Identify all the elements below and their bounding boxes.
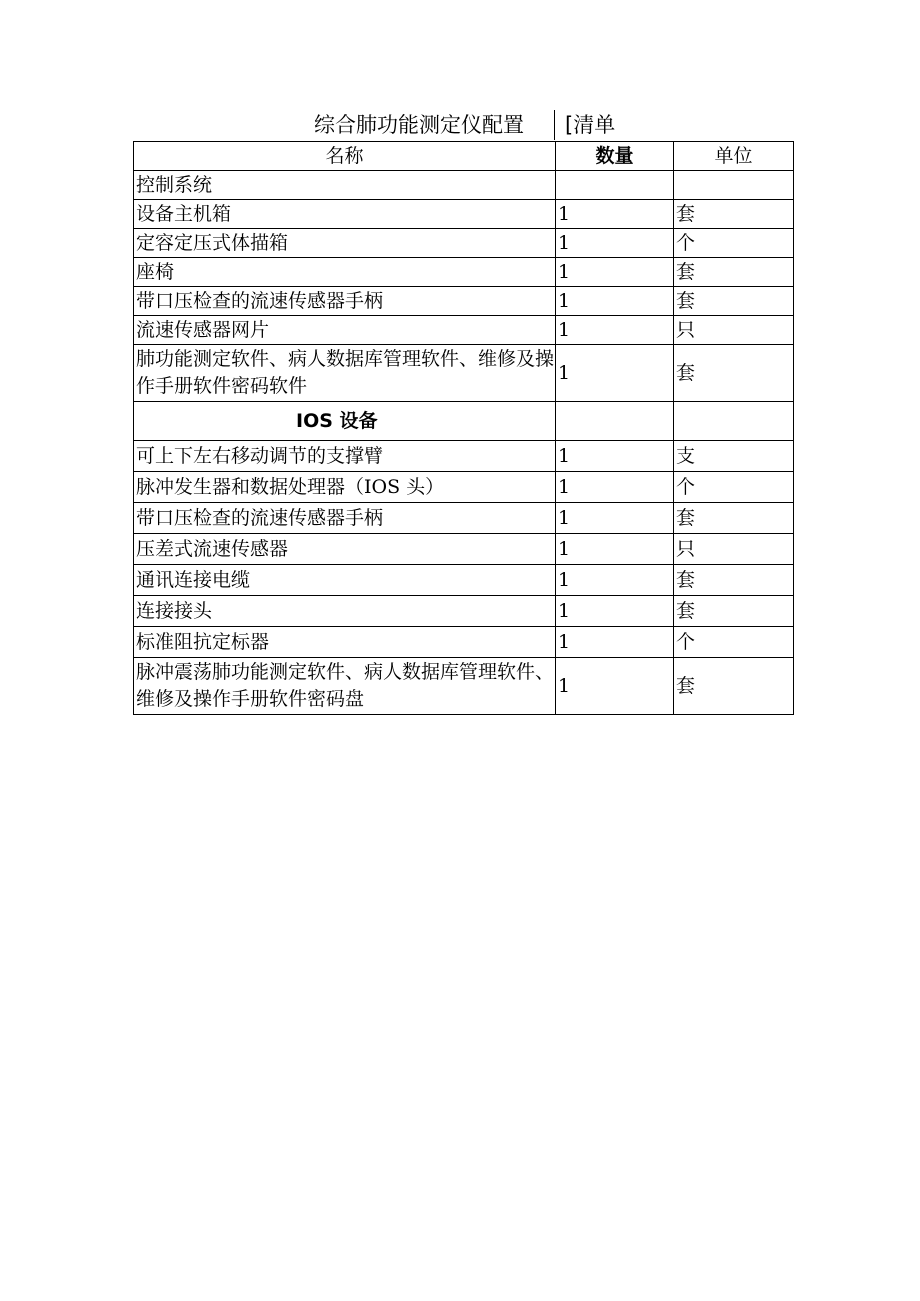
table-row [134, 472, 794, 503]
title-separator [554, 110, 555, 140]
title-main-text: 综合肺功能测定仪配置 [314, 113, 524, 137]
table-row [134, 258, 794, 287]
item-unit: 个 [674, 472, 794, 503]
item-name: 带口压检查的流速传感器手柄 [134, 287, 556, 316]
item-quantity: 1 [556, 229, 674, 258]
item-quantity: 1 [556, 345, 674, 402]
item-unit: 只 [674, 534, 794, 565]
table-row [134, 345, 794, 402]
item-unit: 个 [674, 627, 794, 658]
item-name: 脉冲发生器和数据处理器（IOS 头） [134, 472, 556, 503]
section-title: IOS 设备 [134, 402, 556, 441]
table-row [134, 441, 794, 472]
section-row-control-system [134, 171, 794, 200]
table-row [134, 316, 794, 345]
item-quantity: 1 [556, 565, 674, 596]
table-row [134, 229, 794, 258]
item-quantity: 1 [556, 316, 674, 345]
header-quantity: 数量 [556, 142, 674, 171]
item-quantity: 1 [556, 441, 674, 472]
section-unit-empty [674, 402, 794, 441]
item-quantity: 1 [556, 472, 674, 503]
item-unit: 套 [674, 596, 794, 627]
title-suffix-text: [清单 [565, 113, 616, 137]
item-quantity: 1 [556, 627, 674, 658]
item-name: 肺功能测定软件、病人数据库管理软件、维修及操作手册软件密码软件 [134, 345, 556, 402]
item-name: 压差式流速传感器 [134, 534, 556, 565]
item-name: 脉冲震荡肺功能测定软件、病人数据库管理软件、维修及操作手册软件密码盘 [134, 658, 556, 715]
item-name: 带口压检查的流速传感器手柄 [134, 503, 556, 534]
item-unit: 只 [674, 316, 794, 345]
item-unit: 个 [674, 229, 794, 258]
table-row [134, 565, 794, 596]
section-qty-empty [556, 171, 674, 200]
item-unit: 套 [674, 200, 794, 229]
table-row [134, 200, 794, 229]
item-unit: 套 [674, 345, 794, 402]
table-row [134, 658, 794, 715]
header-name: 名称 [134, 142, 556, 171]
section-row-ios-device [134, 402, 794, 441]
item-quantity: 1 [556, 258, 674, 287]
item-quantity: 1 [556, 287, 674, 316]
table-row [134, 627, 794, 658]
item-quantity: 1 [556, 503, 674, 534]
item-unit: 套 [674, 503, 794, 534]
header-unit: 单位 [674, 142, 794, 171]
item-name: 设备主机箱 [134, 200, 556, 229]
item-unit: 套 [674, 658, 794, 715]
item-name: 座椅 [134, 258, 556, 287]
table-header-row [134, 142, 794, 171]
item-name: 标准阻抗定标器 [134, 627, 556, 658]
section-title: 控制系统 [134, 171, 556, 200]
configuration-table [133, 141, 794, 715]
item-unit: 套 [674, 565, 794, 596]
item-quantity: 1 [556, 658, 674, 715]
item-unit: 套 [674, 287, 794, 316]
item-quantity: 1 [556, 534, 674, 565]
item-unit: 套 [674, 258, 794, 287]
table-row [134, 534, 794, 565]
item-unit: 支 [674, 441, 794, 472]
item-name: 连接接头 [134, 596, 556, 627]
item-name: 可上下左右移动调节的支撑臂 [134, 441, 556, 472]
item-name: 流速传感器网片 [134, 316, 556, 345]
item-quantity: 1 [556, 596, 674, 627]
section-unit-empty [674, 171, 794, 200]
item-name: 通讯连接电缆 [134, 565, 556, 596]
section-qty-empty [556, 402, 674, 441]
item-name: 定容定压式体描箱 [134, 229, 556, 258]
document-title [133, 110, 793, 140]
item-quantity: 1 [556, 200, 674, 229]
table-row [134, 596, 794, 627]
table-row [134, 287, 794, 316]
table-row [134, 503, 794, 534]
